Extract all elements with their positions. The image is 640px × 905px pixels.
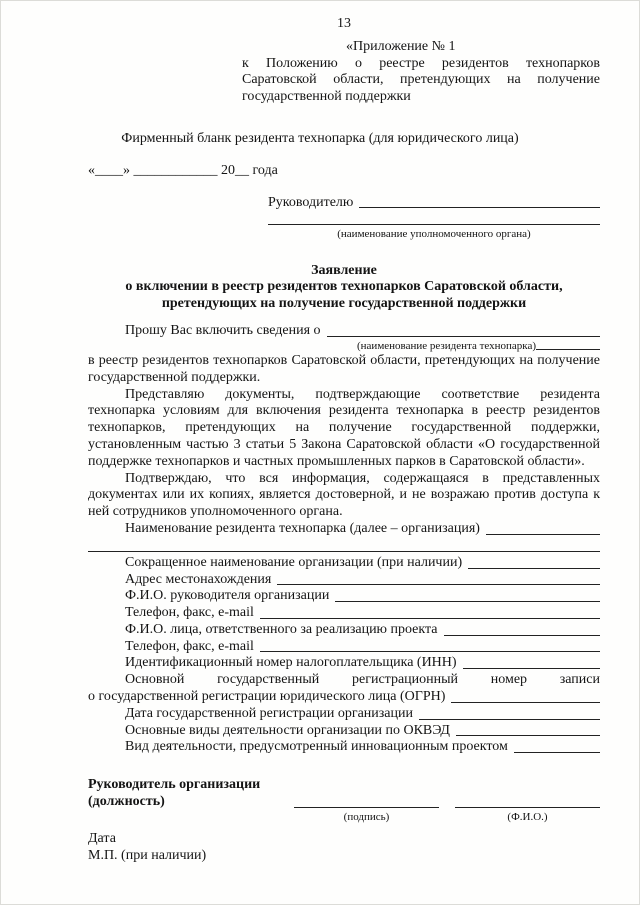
request-paragraph — [88, 323, 600, 387]
signature-block — [88, 777, 600, 824]
form-field-row — [88, 605, 600, 622]
field-label: Адрес местонахождения — [125, 571, 272, 587]
signature-line-name — [455, 794, 600, 808]
field-fill-line — [451, 702, 600, 703]
field-fill-line — [419, 719, 600, 720]
form-field-row — [88, 639, 600, 656]
field-label: Ф.И.О. руководителя организации — [125, 588, 330, 604]
form-field-row — [88, 588, 600, 605]
addressee-fill-line-1 — [359, 207, 600, 208]
field-fill-line — [514, 752, 600, 753]
form-field-row — [88, 706, 600, 723]
request-fill-tail — [536, 349, 600, 350]
ogrn-field-line1: Основной государственный регистрационный номер записи — [125, 672, 600, 688]
field-label: Ф.И.О. лица, ответственного за реализацию проекта — [125, 621, 438, 637]
ogrn-field-line2 — [88, 689, 600, 706]
field-fill-line — [456, 735, 600, 736]
field-label: Идентификационный номер налогоплательщика (ИНН) — [125, 655, 457, 671]
application-title: Заявление — [311, 262, 377, 278]
page-number: 13 — [337, 16, 351, 31]
date-blank-line: «____» ____________ 20__ года — [88, 162, 278, 178]
signature-caption-name: (Ф.И.О.) — [507, 811, 548, 824]
paragraph-documents: Представляю документы, подтверждающие соответствие резидента технопарка условиям для включения резидента технопарка в реестр резидентов технопарков, претендующих на получение государственной поддержки, установленным частью 3 статьи 5 Закона Саратовской области «О государственной поддержке технопарков и частных промышленных парков в Саратовской области». — [88, 386, 600, 469]
org-name-label: Наименование резидента технопарка (далее – организация) — [125, 520, 480, 536]
org-name-field — [88, 521, 600, 538]
signature-line-signature — [294, 794, 439, 808]
request-continuation: в реестр резидентов технопарков Саратовской области, претендующих на получение государственной поддержки. — [88, 352, 600, 385]
field-label: Сокращенное наименование организации (при наличии) — [125, 554, 463, 570]
field-label: Телефон, факс, e-mail — [125, 638, 254, 654]
request-caption: (наименование резидента технопарка) — [357, 339, 536, 352]
field-fill-line — [277, 584, 600, 585]
field-label: Вид деятельности, предусмотренный инновационным проектом — [125, 739, 508, 755]
request-lead: Прошу Вас включить сведения о — [125, 322, 321, 338]
field-label: о государственной регистрации юридического лица (ОГРН) — [88, 689, 446, 705]
form-field-row — [88, 739, 600, 756]
form-field-row — [88, 555, 600, 572]
field-label: Основные виды деятельности организации по ОКВЭД — [125, 722, 450, 738]
field-fill-line — [260, 618, 600, 619]
form-field-row — [88, 655, 600, 672]
annex-body: к Положению о реестре резидентов технопарков Саратовской области, претендующих на получение государственной поддержки — [242, 55, 600, 105]
org-name-fill-line — [327, 336, 600, 337]
letterhead-note: Фирменный бланк резидента технопарка (для юридического лица) — [121, 130, 519, 146]
footer-stamp-note: М.П. (при наличии) — [88, 848, 207, 864]
addressee-caption: (наименование уполномоченного органа) — [337, 228, 531, 241]
addressee-block — [268, 195, 600, 242]
footer-date-label: Дата — [88, 831, 116, 847]
field-fill-line — [463, 668, 600, 669]
signature-role-line1: Руководитель организации — [88, 777, 261, 793]
field-fill-line — [260, 651, 600, 652]
field-fill-line — [444, 635, 600, 636]
field-label: Дата государственной регистрации организации — [125, 705, 413, 721]
org-name-line-1 — [486, 534, 600, 535]
field-fill-line — [468, 568, 600, 569]
form-field-row — [88, 572, 600, 589]
addressee-label: Руководителю — [268, 194, 354, 210]
form-field-row — [88, 723, 600, 740]
org-name-line-2 — [88, 538, 600, 552]
paragraph-confirmation: Подтверждаю, что вся информация, содержащаяся в представленных документах или их копиях, является достоверной, и не возражаю против доступа к ней сотрудников уполномоченного органа. — [88, 470, 600, 520]
annex-reference — [242, 39, 600, 106]
signature-role-line2: (должность) — [88, 794, 165, 810]
addressee-fill-line-2 — [268, 211, 600, 225]
signature-caption-sign: (подпись) — [343, 811, 390, 824]
annex-title: «Приложение № 1 — [346, 38, 456, 54]
application-subtitle: о включении в реестр резидентов технопарков Саратовской области, претендующих на получение государственной поддержки — [125, 279, 563, 312]
form-field-row — [88, 622, 600, 639]
field-fill-line — [335, 601, 600, 602]
field-label: Телефон, факс, e-mail — [125, 605, 254, 621]
